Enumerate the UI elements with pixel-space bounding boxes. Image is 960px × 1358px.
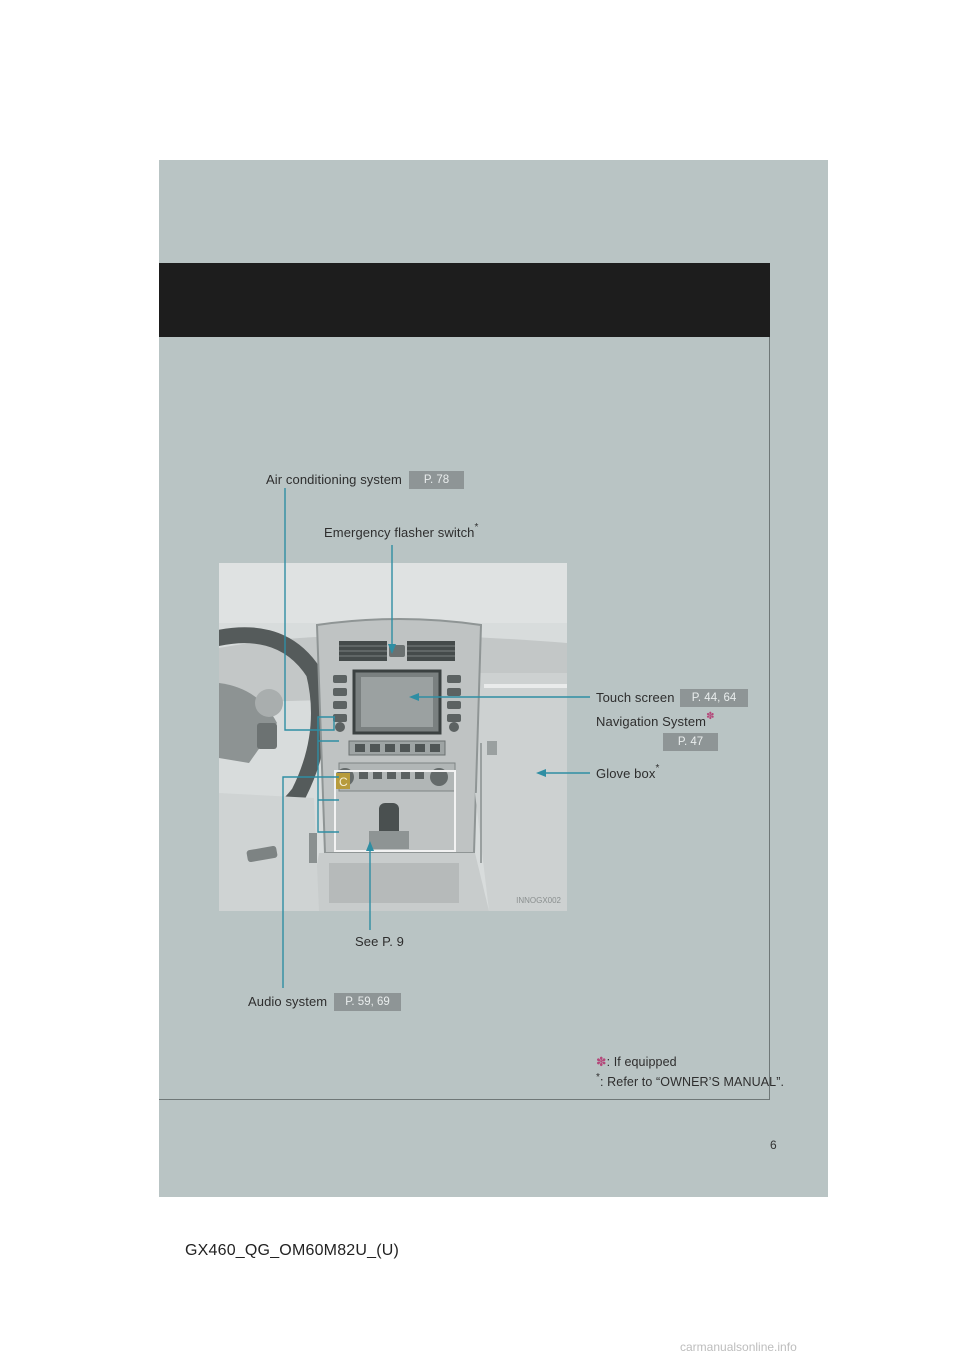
dashboard-illustration: [219, 563, 567, 911]
audio-system-page-ref[interactable]: P. 59, 69: [334, 993, 401, 1011]
footnote-equipped: [596, 1054, 677, 1069]
manual-asterisk: *: [655, 763, 660, 774]
touch-screen-label: [596, 690, 675, 705]
glove-box-text: Glove box: [596, 766, 656, 781]
audio-system-text: Audio system: [248, 994, 328, 1009]
navigation-label: [596, 711, 715, 729]
svg-text:C: C: [339, 775, 348, 789]
footnote-manual: [596, 1072, 785, 1089]
touch-screen-text: Touch screen: [596, 690, 675, 705]
audio-system-label: [248, 994, 327, 1009]
manual-asterisk: *: [596, 1072, 600, 1083]
dashboard-photo: [219, 563, 567, 911]
equipped-mark: ✽: [706, 711, 715, 722]
manual-text: : Refer to “OWNER’S MANUAL”.: [600, 1075, 785, 1089]
photo-code: INNOGX002: [516, 896, 561, 905]
emergency-flasher-label: [324, 522, 479, 540]
air-conditioning-label: [266, 472, 402, 487]
manual-asterisk: *: [474, 522, 479, 533]
touch-screen-page-ref[interactable]: P. 44, 64: [680, 689, 748, 707]
air-conditioning-text: Air conditioning system: [266, 472, 402, 487]
air-conditioning-page-ref[interactable]: P. 78: [409, 471, 464, 489]
see-page-text: See P. 9: [355, 934, 404, 949]
page-number: 6: [770, 1138, 777, 1152]
glove-box-label: [596, 763, 660, 781]
emergency-flasher-text: Emergency flasher switch: [324, 525, 475, 540]
navigation-text: Navigation System: [596, 714, 707, 729]
see-page-label: [355, 934, 404, 949]
equipped-text: : If equipped: [606, 1055, 677, 1069]
watermark[interactable]: carmanualsonline.info: [680, 1340, 797, 1354]
equipped-mark: ✽: [596, 1055, 607, 1069]
document-code: GX460_QG_OM60M82U_(U): [185, 1242, 400, 1259]
header-band: [159, 263, 770, 337]
navigation-page-ref[interactable]: P. 47: [663, 733, 718, 751]
